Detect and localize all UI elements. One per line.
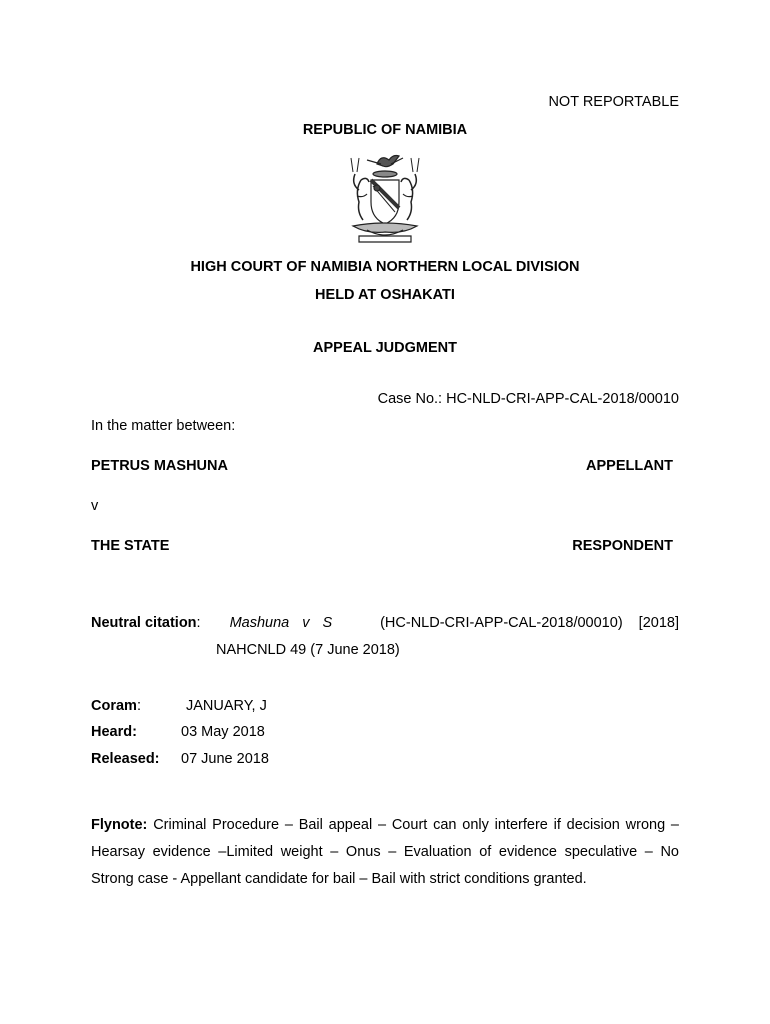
flynote-paragraph (91, 812, 679, 893)
country-title: REPUBLIC OF NAMIBIA (302, 122, 468, 138)
versus-label: v (91, 498, 99, 514)
citation-reference: (HC-NLD-CRI-APP-CAL-2018/00010) [2018] (380, 615, 679, 631)
citation-case-name: Mashuna v S (229, 615, 333, 631)
released-value: 07 June 2018 (181, 751, 269, 767)
not-reportable-label: NOT REPORTABLE (548, 94, 679, 110)
flynote-text: Criminal Procedure – Bail appeal – Court can only interfere if decision wrong – Hearsay evidence –Limited weight – Onus – Evaluation of evidence speculative – No Strong case - Appellant candidate for bail – Bail with strict conditions granted. (91, 817, 679, 887)
neutral-citation-label: Neutral citation (91, 615, 197, 631)
coram-value: JANUARY, J (186, 698, 267, 714)
coat-of-arms-icon (337, 150, 433, 246)
released-label: Released: (91, 751, 160, 767)
court-name: HIGH COURT OF NAMIBIA NORTHERN LOCAL DIVISION (190, 259, 580, 275)
coram-colon: : (136, 698, 141, 714)
respondent-name: THE STATE (91, 538, 170, 554)
heard-value: 03 May 2018 (181, 724, 265, 740)
matter-between-label: In the matter between: (91, 418, 236, 434)
case-number: Case No.: HC-NLD-CRI-APP-CAL-2018/00010 (377, 391, 679, 407)
neutral-citation-colon: : (196, 615, 201, 631)
heard-label: Heard: (91, 724, 137, 740)
coram-label: Coram (91, 698, 137, 714)
court-location: HELD AT OSHAKATI (315, 287, 455, 303)
respondent-role: RESPONDENT (572, 538, 673, 554)
neutral-citation-line (91, 615, 679, 631)
judgment-type-title: APPEAL JUDGMENT (313, 340, 457, 356)
appellant-name: PETRUS MASHUNA (91, 458, 228, 474)
flynote-label: Flynote: (91, 817, 148, 833)
coram-row (91, 698, 141, 714)
citation-continuation: NAHCNLD 49 (7 June 2018) (216, 642, 400, 658)
appellant-role: APPELLANT (586, 458, 673, 474)
